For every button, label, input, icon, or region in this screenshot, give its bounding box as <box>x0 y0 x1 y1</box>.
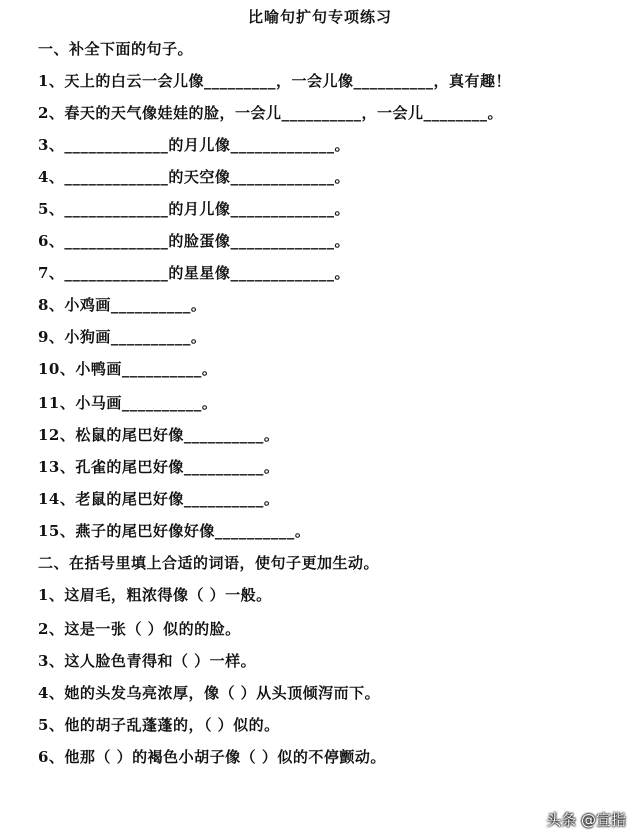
section-1-item: 12、松鼠的尾巴好像__________。 <box>38 426 280 444</box>
section-2-item: 2、这是一张（ ）似的的脸。 <box>38 620 241 638</box>
section-1-item: 9、小狗画__________。 <box>38 328 207 346</box>
section-1-item: 14、老鼠的尾巴好像__________。 <box>38 490 280 508</box>
section-1-item: 11、小马画__________。 <box>38 394 218 412</box>
section-1-item: 5、_____________的月儿像_____________。 <box>38 200 350 218</box>
section-1-item: 10、小鸭画__________。 <box>38 360 218 378</box>
section-1-item: 7、_____________的星星像_____________。 <box>38 264 350 282</box>
section-1-item: 13、孔雀的尾巴好像__________。 <box>38 458 280 476</box>
section-1-item: 1、天上的白云一会儿像_________，一会儿像__________，真有趣！ <box>38 72 511 90</box>
page-title: 比喻句扩句专项练习 <box>247 8 392 26</box>
section-2-item: 6、他那（ ）的褐色小胡子像（ ）似的不停颤动。 <box>38 748 386 766</box>
section-2-item: 5、他的胡子乱蓬蓬的，（ ）似的。 <box>38 716 280 734</box>
section-1-heading: 一、补全下面的句子。 <box>38 40 194 58</box>
section-1-item: 15、燕子的尾巴好像好像__________。 <box>38 522 311 540</box>
section-2-item: 3、这人脸色青得和（ ）一样。 <box>38 652 257 670</box>
section-1-item: 3、_____________的月儿像_____________。 <box>38 136 350 154</box>
section-1-item: 8、小鸡画__________。 <box>38 296 207 314</box>
section-2-item: 4、她的头发乌亮浓厚，像（ ）从头顶倾泻而下。 <box>38 684 381 702</box>
section-1-item: 4、_____________的天空像_____________。 <box>38 168 350 186</box>
section-2-item: 1、这眉毛，粗浓得像（ ）一般。 <box>38 586 272 604</box>
section-1-item: 6、_____________的脸蛋像_____________。 <box>38 232 350 250</box>
watermark: 头条 @宣指 <box>546 811 626 829</box>
section-1-item: 2、春天的天气像娃娃的脸，一会儿__________，一会儿________。 <box>38 104 503 122</box>
section-2-heading: 二、在括号里填上合适的词语，使句子更加生动。 <box>38 554 380 572</box>
